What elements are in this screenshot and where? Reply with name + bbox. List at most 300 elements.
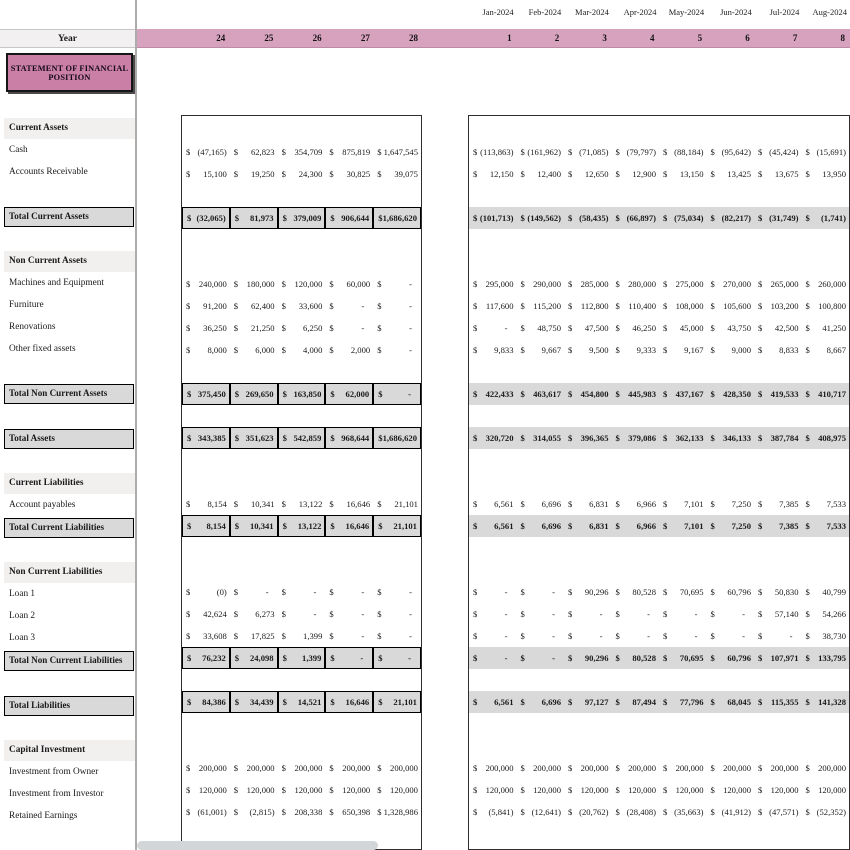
year-value-cell[interactable]: [182, 801, 230, 823]
year-value-cell[interactable]: [373, 603, 421, 625]
month-value-cell[interactable]: [707, 273, 755, 295]
month-value-cell[interactable]: [517, 647, 565, 669]
year-value-cell[interactable]: [230, 647, 278, 669]
row-label-text[interactable]: Total Assets: [4, 429, 134, 449]
year-value-cell[interactable]: [278, 339, 326, 361]
month-value-cell[interactable]: [659, 295, 707, 317]
month-value-cell[interactable]: [707, 801, 755, 823]
year-value-cell[interactable]: [278, 163, 326, 185]
month-value-cell[interactable]: [754, 625, 802, 647]
row-label-text[interactable]: Retained Earnings: [9, 811, 78, 821]
year-value-cell[interactable]: [278, 603, 326, 625]
month-value-cell[interactable]: [802, 801, 850, 823]
year-value-cell[interactable]: [182, 295, 230, 317]
month-value-cell[interactable]: [659, 757, 707, 779]
year-value-cell[interactable]: [278, 801, 326, 823]
year-value-cell[interactable]: [373, 493, 421, 515]
month-value-cell[interactable]: [802, 163, 850, 185]
year-value-cell[interactable]: [325, 691, 373, 713]
month-value-cell[interactable]: [659, 691, 707, 713]
month-value-cell[interactable]: [754, 647, 802, 669]
month-value-cell[interactable]: [469, 603, 517, 625]
month-value-cell[interactable]: [469, 317, 517, 339]
month-value-cell[interactable]: [707, 779, 755, 801]
year-value-cell[interactable]: [182, 581, 230, 603]
month-value-cell[interactable]: [469, 581, 517, 603]
month-value-cell[interactable]: [517, 603, 565, 625]
year-value-cell[interactable]: [325, 603, 373, 625]
year-value-cell[interactable]: [230, 757, 278, 779]
month-value-cell[interactable]: [659, 515, 707, 537]
year-value-cell[interactable]: [325, 141, 373, 163]
month-value-cell[interactable]: [517, 427, 565, 449]
year-value-cell[interactable]: [373, 779, 421, 801]
year-value-cell[interactable]: [182, 625, 230, 647]
row-label-text[interactable]: Current Liabilities: [4, 473, 135, 494]
year-value-cell[interactable]: [230, 317, 278, 339]
month-value-cell[interactable]: [564, 163, 612, 185]
month-value-cell[interactable]: [754, 493, 802, 515]
year-value-cell[interactable]: [325, 581, 373, 603]
month-value-cell[interactable]: [564, 691, 612, 713]
year-value-cell[interactable]: [182, 493, 230, 515]
year-value-cell[interactable]: [278, 493, 326, 515]
year-value-cell[interactable]: [325, 493, 373, 515]
year-value-cell[interactable]: [278, 625, 326, 647]
row-label-text[interactable]: Account payables: [9, 500, 76, 510]
month-value-cell[interactable]: [469, 141, 517, 163]
month-column-header[interactable]: 6: [745, 33, 750, 43]
month-value-cell[interactable]: [659, 207, 707, 229]
statement-title-box[interactable]: [6, 53, 133, 92]
row-label-text[interactable]: Loan 1: [9, 589, 36, 599]
month-value-cell[interactable]: [754, 427, 802, 449]
year-header-cell[interactable]: Year: [0, 29, 135, 48]
currency-symbol: $: [615, 785, 620, 795]
month-value-cell[interactable]: [802, 383, 850, 405]
row-label-text[interactable]: Loan 2: [9, 611, 36, 621]
year-value-cell[interactable]: [325, 163, 373, 185]
year-value-cell[interactable]: [278, 757, 326, 779]
month-value-cell[interactable]: [754, 207, 802, 229]
row-label-text[interactable]: Total Non Current Assets: [4, 384, 134, 404]
month-column-header[interactable]: 4: [650, 33, 655, 43]
month-value-cell[interactable]: [707, 207, 755, 229]
month-value-cell[interactable]: [802, 647, 850, 669]
year-value-cell[interactable]: [278, 647, 326, 669]
month-value-cell[interactable]: [802, 493, 850, 515]
month-value-cell[interactable]: [754, 515, 802, 537]
month-value-cell[interactable]: [612, 603, 660, 625]
year-column-header[interactable]: 24: [216, 33, 226, 43]
month-value-cell[interactable]: [469, 691, 517, 713]
month-value-cell[interactable]: [612, 581, 660, 603]
year-value-cell[interactable]: [325, 515, 373, 537]
row-label-text[interactable]: Renovations: [9, 322, 56, 332]
year-value-cell[interactable]: [278, 141, 326, 163]
month-value-cell[interactable]: [802, 691, 850, 713]
month-value-cell[interactable]: [707, 163, 755, 185]
row-label-text[interactable]: Capital Investment: [4, 740, 135, 761]
year-value-cell[interactable]: [325, 273, 373, 295]
month-value-cell[interactable]: [564, 625, 612, 647]
month-value-cell[interactable]: [564, 317, 612, 339]
month-value-cell[interactable]: [707, 757, 755, 779]
month-value-cell[interactable]: [754, 801, 802, 823]
year-value-cell[interactable]: [182, 317, 230, 339]
month-value-cell[interactable]: [802, 273, 850, 295]
month-value-cell[interactable]: [659, 383, 707, 405]
month-value-cell[interactable]: [802, 141, 850, 163]
month-value-cell[interactable]: [517, 295, 565, 317]
month-value-cell[interactable]: [659, 493, 707, 515]
year-value-cell[interactable]: [278, 273, 326, 295]
month-column-header[interactable]: 1: [507, 33, 512, 43]
month-value-cell[interactable]: [469, 757, 517, 779]
month-value-cell[interactable]: [564, 801, 612, 823]
year-column-header[interactable]: 28: [409, 33, 419, 43]
year-value-cell[interactable]: [182, 339, 230, 361]
month-value-cell[interactable]: [517, 207, 565, 229]
month-value-cell[interactable]: [659, 273, 707, 295]
year-value-cell[interactable]: [230, 273, 278, 295]
month-value-cell[interactable]: [612, 141, 660, 163]
year-value-cell[interactable]: [230, 141, 278, 163]
year-value-cell[interactable]: [325, 317, 373, 339]
row-label-text[interactable]: Cash: [9, 145, 28, 155]
year-value-cell[interactable]: [373, 647, 421, 669]
month-value-cell[interactable]: [517, 163, 565, 185]
month-value-cell[interactable]: [612, 515, 660, 537]
month-value-cell[interactable]: [469, 515, 517, 537]
month-value-cell[interactable]: [754, 757, 802, 779]
month-value-cell[interactable]: [802, 581, 850, 603]
month-value-cell[interactable]: [564, 647, 612, 669]
row-label-text[interactable]: Non Current Assets: [4, 251, 135, 272]
month-value-cell[interactable]: [707, 603, 755, 625]
month-value-cell[interactable]: [707, 383, 755, 405]
month-value-cell[interactable]: [469, 383, 517, 405]
month-value-cell[interactable]: [564, 581, 612, 603]
month-value-cell[interactable]: [707, 493, 755, 515]
month-column-header[interactable]: 7: [792, 33, 798, 43]
year-value-cell[interactable]: [230, 295, 278, 317]
year-value-cell[interactable]: [373, 625, 421, 647]
month-value-cell[interactable]: [469, 493, 517, 515]
month-value-cell[interactable]: [659, 141, 707, 163]
row-label-text[interactable]: Accounts Receivable: [9, 167, 88, 177]
row-label-text[interactable]: Current Assets: [4, 118, 135, 139]
month-value-cell[interactable]: [707, 141, 755, 163]
year-value-cell[interactable]: [230, 515, 278, 537]
year-column-header[interactable]: 27: [360, 33, 370, 43]
month-value-cell[interactable]: [517, 779, 565, 801]
month-value-cell[interactable]: [802, 603, 850, 625]
month-value-cell[interactable]: [659, 339, 707, 361]
month-value-cell[interactable]: [612, 647, 660, 669]
year-column-header[interactable]: 26: [312, 33, 322, 43]
row-label-text[interactable]: Total Non Current Liabilities: [4, 651, 134, 671]
month-value-cell[interactable]: [564, 295, 612, 317]
month-value-cell[interactable]: [469, 647, 517, 669]
cell-value: (75,034): [674, 213, 704, 223]
month-value-cell[interactable]: [754, 339, 802, 361]
year-value-cell[interactable]: [278, 317, 326, 339]
month-value-cell[interactable]: [469, 427, 517, 449]
month-value-cell[interactable]: [517, 691, 565, 713]
year-value-cell[interactable]: [182, 647, 230, 669]
month-value-cell[interactable]: [564, 383, 612, 405]
month-value-cell[interactable]: [469, 779, 517, 801]
year-value-cell[interactable]: [325, 625, 373, 647]
cell-value: -: [552, 631, 555, 641]
year-value-cell[interactable]: [325, 383, 373, 405]
month-value-cell[interactable]: [802, 207, 850, 229]
month-value-cell[interactable]: [802, 757, 850, 779]
month-value-cell[interactable]: [612, 273, 660, 295]
month-value-cell[interactable]: [802, 295, 850, 317]
row-label-text[interactable]: Investment from Investor: [9, 789, 104, 799]
month-value-cell[interactable]: [517, 141, 565, 163]
month-value-cell[interactable]: [612, 163, 660, 185]
row-label-text[interactable]: Machines and Equipment: [9, 278, 105, 288]
year-value-cell[interactable]: [373, 383, 421, 405]
month-value-cell[interactable]: [707, 427, 755, 449]
month-column-header[interactable]: 8: [840, 33, 845, 43]
month-value-cell[interactable]: [517, 339, 565, 361]
month-value-cell[interactable]: [564, 603, 612, 625]
row-label-text[interactable]: Investment from Owner: [9, 767, 99, 777]
year-value-cell[interactable]: [182, 163, 230, 185]
year-value-cell[interactable]: [278, 207, 326, 229]
month-value-cell[interactable]: [469, 295, 517, 317]
month-value-cell[interactable]: [659, 427, 707, 449]
year-value-cell[interactable]: [182, 779, 230, 801]
month-column-header[interactable]: 2: [554, 33, 560, 43]
year-value-cell[interactable]: [373, 801, 421, 823]
row-label-text[interactable]: Total Current Assets: [4, 207, 134, 227]
month-value-cell[interactable]: [564, 515, 612, 537]
year-value-cell[interactable]: [182, 383, 230, 405]
month-value-cell[interactable]: [612, 427, 660, 449]
month-value-cell[interactable]: [469, 339, 517, 361]
year-value-cell[interactable]: [182, 427, 230, 449]
month-value-cell[interactable]: [612, 779, 660, 801]
year-value-cell[interactable]: [230, 581, 278, 603]
year-value-cell[interactable]: [278, 515, 326, 537]
year-value-cell[interactable]: [373, 273, 421, 295]
year-value-cell[interactable]: [230, 801, 278, 823]
year-value-cell[interactable]: [373, 295, 421, 317]
month-value-cell[interactable]: [469, 207, 517, 229]
year-value-cell[interactable]: [230, 603, 278, 625]
year-value-cell[interactable]: [278, 779, 326, 801]
year-value-cell[interactable]: [373, 515, 421, 537]
year-value-cell[interactable]: [325, 339, 373, 361]
month-value-cell[interactable]: [564, 141, 612, 163]
month-value-cell[interactable]: [707, 317, 755, 339]
month-value-cell[interactable]: [659, 625, 707, 647]
month-value-cell[interactable]: [707, 625, 755, 647]
year-value-cell[interactable]: [230, 625, 278, 647]
month-value-row: [469, 757, 849, 779]
month-value-cell[interactable]: [564, 779, 612, 801]
row-label-text[interactable]: Furniture: [9, 300, 44, 310]
month-label: Jul-2024: [769, 7, 800, 17]
year-value-cell[interactable]: [373, 427, 421, 449]
month-value-cell[interactable]: [659, 581, 707, 603]
month-value-cell[interactable]: [802, 515, 850, 537]
month-value-cell[interactable]: [707, 691, 755, 713]
month-value-cell[interactable]: [564, 493, 612, 515]
month-value-cell[interactable]: [564, 339, 612, 361]
year-value-cell[interactable]: [230, 691, 278, 713]
month-value-cell[interactable]: [612, 383, 660, 405]
year-value-cell[interactable]: [182, 757, 230, 779]
month-value-cell[interactable]: [612, 339, 660, 361]
year-value-cell[interactable]: [325, 207, 373, 229]
month-value-cell[interactable]: [517, 625, 565, 647]
year-value-cell[interactable]: [230, 383, 278, 405]
year-value-cell[interactable]: [325, 779, 373, 801]
month-value-cell[interactable]: [754, 603, 802, 625]
year-value-cell[interactable]: [278, 383, 326, 405]
month-value-cell[interactable]: [659, 163, 707, 185]
year-value-cell[interactable]: [373, 141, 421, 163]
row-label-text[interactable]: Other fixed assets: [9, 344, 76, 354]
month-value-cell[interactable]: [612, 691, 660, 713]
row-label-text[interactable]: Total Liabilities: [4, 696, 134, 716]
row-label-text[interactable]: Total Current Liabilities: [4, 518, 134, 538]
month-value-cell[interactable]: [754, 383, 802, 405]
month-value-cell[interactable]: [564, 427, 612, 449]
year-value-cell[interactable]: [230, 339, 278, 361]
month-value-cell[interactable]: [612, 801, 660, 823]
month-value-cell[interactable]: [754, 691, 802, 713]
year-value-cell[interactable]: [182, 603, 230, 625]
year-value-cell[interactable]: [230, 427, 278, 449]
year-value-cell[interactable]: [325, 757, 373, 779]
row-label: [0, 584, 135, 606]
row-label-text[interactable]: Non Current Liabilities: [4, 562, 135, 583]
month-value-cell[interactable]: [564, 207, 612, 229]
month-value-cell[interactable]: [707, 515, 755, 537]
month-value-cell[interactable]: [707, 339, 755, 361]
year-value-cell[interactable]: [182, 515, 230, 537]
year-value-cell[interactable]: [182, 691, 230, 713]
month-value-cell[interactable]: [802, 339, 850, 361]
currency-symbol: $: [186, 807, 191, 817]
cell-value: (66,897): [626, 213, 656, 223]
month-value-cell[interactable]: [517, 317, 565, 339]
month-value-cell[interactable]: [754, 317, 802, 339]
month-value-cell[interactable]: [802, 317, 850, 339]
year-value-cell[interactable]: [278, 581, 326, 603]
month-value-cell[interactable]: [659, 647, 707, 669]
month-value-cell[interactable]: [517, 383, 565, 405]
month-value-cell[interactable]: [469, 163, 517, 185]
year-value-cell[interactable]: [373, 207, 421, 229]
month-value-cell[interactable]: [469, 273, 517, 295]
month-value-cell[interactable]: [754, 163, 802, 185]
month-value-cell[interactable]: [612, 493, 660, 515]
month-column-header[interactable]: 5: [697, 33, 703, 43]
month-value-cell[interactable]: [754, 295, 802, 317]
year-value-cell[interactable]: [325, 801, 373, 823]
month-value-cell[interactable]: [564, 757, 612, 779]
year-value-cell[interactable]: [373, 317, 421, 339]
month-value-cell[interactable]: [754, 581, 802, 603]
year-value-cell[interactable]: [373, 691, 421, 713]
month-value-cell[interactable]: [707, 581, 755, 603]
year-value-cell[interactable]: [182, 207, 230, 229]
month-value-cell[interactable]: [802, 427, 850, 449]
month-value-cell[interactable]: [469, 801, 517, 823]
year-value-cell[interactable]: [230, 163, 278, 185]
horizontal-scrollbar-thumb[interactable]: [137, 841, 378, 850]
month-value-cell[interactable]: [659, 603, 707, 625]
month-value-cell[interactable]: [517, 273, 565, 295]
year-value-cell[interactable]: [373, 581, 421, 603]
year-value-cell[interactable]: [278, 691, 326, 713]
row-label-text[interactable]: Loan 3: [9, 633, 36, 643]
month-value-cell[interactable]: [707, 647, 755, 669]
year-value-cell[interactable]: [182, 273, 230, 295]
month-value-cell[interactable]: [517, 581, 565, 603]
year-column-header[interactable]: 25: [264, 33, 274, 43]
year-value-cell[interactable]: [230, 207, 278, 229]
year-value-cell[interactable]: [373, 339, 421, 361]
year-value-cell[interactable]: [230, 779, 278, 801]
month-value-cell[interactable]: [564, 273, 612, 295]
month-value-cell[interactable]: [754, 141, 802, 163]
month-value-cell[interactable]: [659, 779, 707, 801]
cell-value: 4,000: [303, 345, 323, 355]
month-value-cell[interactable]: [469, 625, 517, 647]
month-value-cell[interactable]: [517, 515, 565, 537]
year-value-cell[interactable]: [373, 757, 421, 779]
month-value-cell[interactable]: [802, 779, 850, 801]
month-value-cell[interactable]: [517, 493, 565, 515]
year-value-cell[interactable]: [278, 427, 326, 449]
month-value-cell[interactable]: [612, 295, 660, 317]
year-value-cell[interactable]: [373, 163, 421, 185]
month-value-cell[interactable]: [659, 317, 707, 339]
month-value-cell[interactable]: [707, 295, 755, 317]
month-column-header[interactable]: 3: [602, 33, 607, 43]
month-value-cell[interactable]: [612, 625, 660, 647]
month-value-cell[interactable]: [802, 625, 850, 647]
year-value-cell[interactable]: [230, 493, 278, 515]
cell-value: 200,000: [818, 763, 846, 773]
month-value-cell[interactable]: [612, 757, 660, 779]
month-value-cell[interactable]: [612, 207, 660, 229]
month-value-cell[interactable]: [754, 779, 802, 801]
year-value-cell[interactable]: [325, 295, 373, 317]
month-value-row: [469, 647, 849, 669]
month-value-cell[interactable]: [517, 757, 565, 779]
currency-symbol: $: [663, 807, 668, 817]
currency-symbol: $: [568, 785, 573, 795]
year-value-cell[interactable]: [325, 647, 373, 669]
month-value-cell[interactable]: [754, 273, 802, 295]
year-value-cell[interactable]: [325, 427, 373, 449]
year-value-cell[interactable]: [182, 141, 230, 163]
month-value-cell[interactable]: [659, 801, 707, 823]
year-value-cell[interactable]: [278, 295, 326, 317]
month-value-cell[interactable]: [612, 317, 660, 339]
month-value-cell[interactable]: [517, 801, 565, 823]
